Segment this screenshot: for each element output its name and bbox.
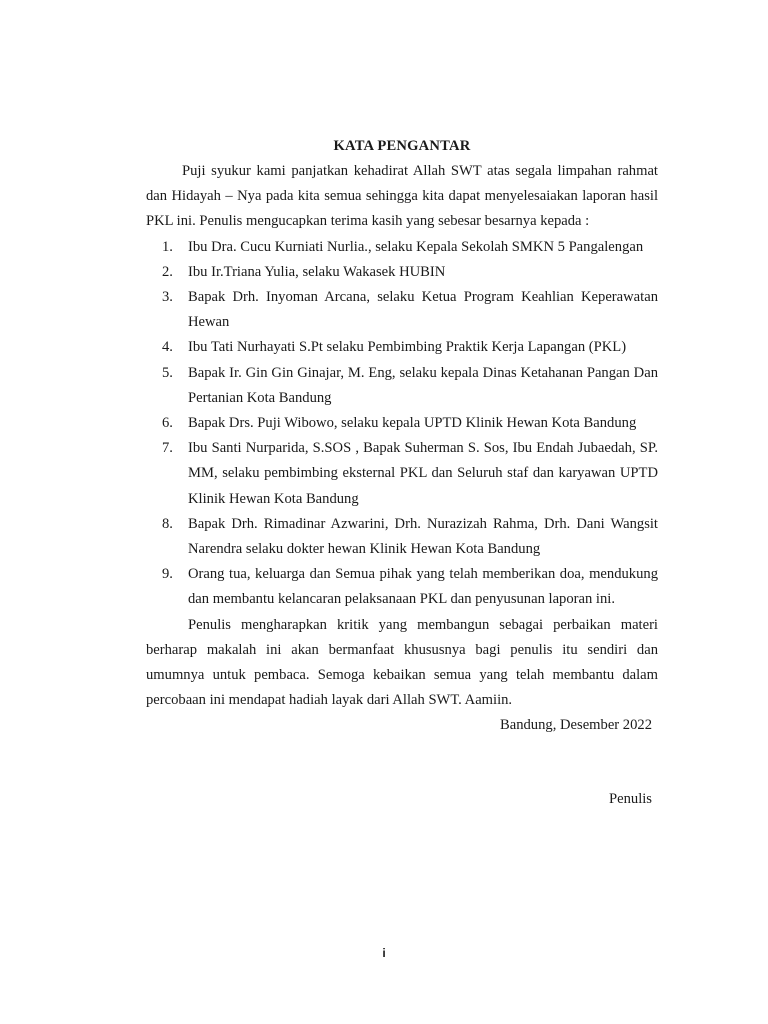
list-item [146, 411, 658, 436]
list-item-number: 2. [162, 263, 173, 280]
list-item [146, 436, 658, 512]
list-item-text: Ibu Dra. Cucu Kurniati Nurlia., selaku Kepala Sekolah SMKN 5 Pangalengan [188, 238, 644, 255]
list-item [146, 562, 658, 612]
list-item [146, 512, 658, 562]
list-item-number: 6. [162, 415, 173, 432]
list-item [146, 260, 658, 285]
list-item [146, 235, 658, 260]
list-item-text: Orang tua, keluarga dan Semua pihak yang telah memberikan doa, mendukung dan membantu kelancaran pelaksanaan PKL dan penyusunan laporan ini. [188, 566, 658, 608]
list-item-text: Bapak Drs. Puji Wibowo, selaku kepala UPTD Klinik Hewan Kota Bandung [188, 415, 637, 432]
document-page [146, 134, 658, 812]
acknowledgement-list [146, 235, 658, 613]
list-item [146, 361, 658, 411]
page-number: i [382, 946, 386, 960]
list-item-text: Ibu Santi Nurparida, S.SOS , Bapak Suherman S. Sos, Ibu Endah Jubaedah, SP. MM, selaku pembimbing eksternal PKL dan Seluruh staf dan karyawan UPTD Klinik Hewan Kota Bandung [188, 440, 658, 507]
place-date: Bandung, Desember 2022 [500, 717, 652, 734]
list-item-number: 8. [162, 515, 173, 532]
intro-paragraph: Puji syukur kami panjatkan kehadirat Allah SWT atas segala limpahan rahmat dan Hidayah – Nya pada kita semua sehingga kita dapat menyelesaiakan laporan hasil PKL ini. Penulis mengucapkan terima kasih yang sebesar besarnya kepada : [146, 163, 658, 230]
list-item-number: 9. [162, 566, 173, 583]
list-item-number: 3. [162, 289, 173, 306]
list-item-number: 1. [162, 238, 173, 255]
list-item [146, 335, 658, 360]
closing-paragraph: Penulis mengharapkan kritik yang membangun sebagai perbaikan materi berharap makalah ini akan bermanfaat khususnya bagi penulis itu sendiri dan umumnya untuk pembaca. Semoga kebaikan semua yang telah membantu dalam percobaan ini mendapat hadiah layak dari Allah SWT. Aamiin. [146, 616, 658, 709]
document-title: KATA PENGANTAR [333, 138, 471, 154]
signer: Penulis [609, 790, 652, 807]
list-item-text: Bapak Ir. Gin Gin Ginajar, M. Eng, selaku kepala Dinas Ketahanan Pangan Dan Pertanian Kota Bandung [188, 364, 658, 406]
list-item-number: 7. [162, 440, 173, 457]
list-item-text: Bapak Drh. Inyoman Arcana, selaku Ketua Program Keahlian Keperawatan Hewan [188, 289, 658, 331]
list-item-text: Ibu Ir.Triana Yulia, selaku Wakasek HUBIN [188, 263, 446, 280]
list-item-number: 5. [162, 364, 173, 381]
list-item [146, 285, 658, 335]
list-item-text: Ibu Tati Nurhayati S.Pt selaku Pembimbing Praktik Kerja Lapangan (PKL) [188, 339, 627, 356]
list-item-number: 4. [162, 339, 173, 356]
list-item-text: Bapak Drh. Rimadinar Azwarini, Drh. Nurazizah Rahma, Drh. Dani Wangsit Narendra selaku dokter hewan Klinik Hewan Kota Bandung [188, 515, 658, 558]
